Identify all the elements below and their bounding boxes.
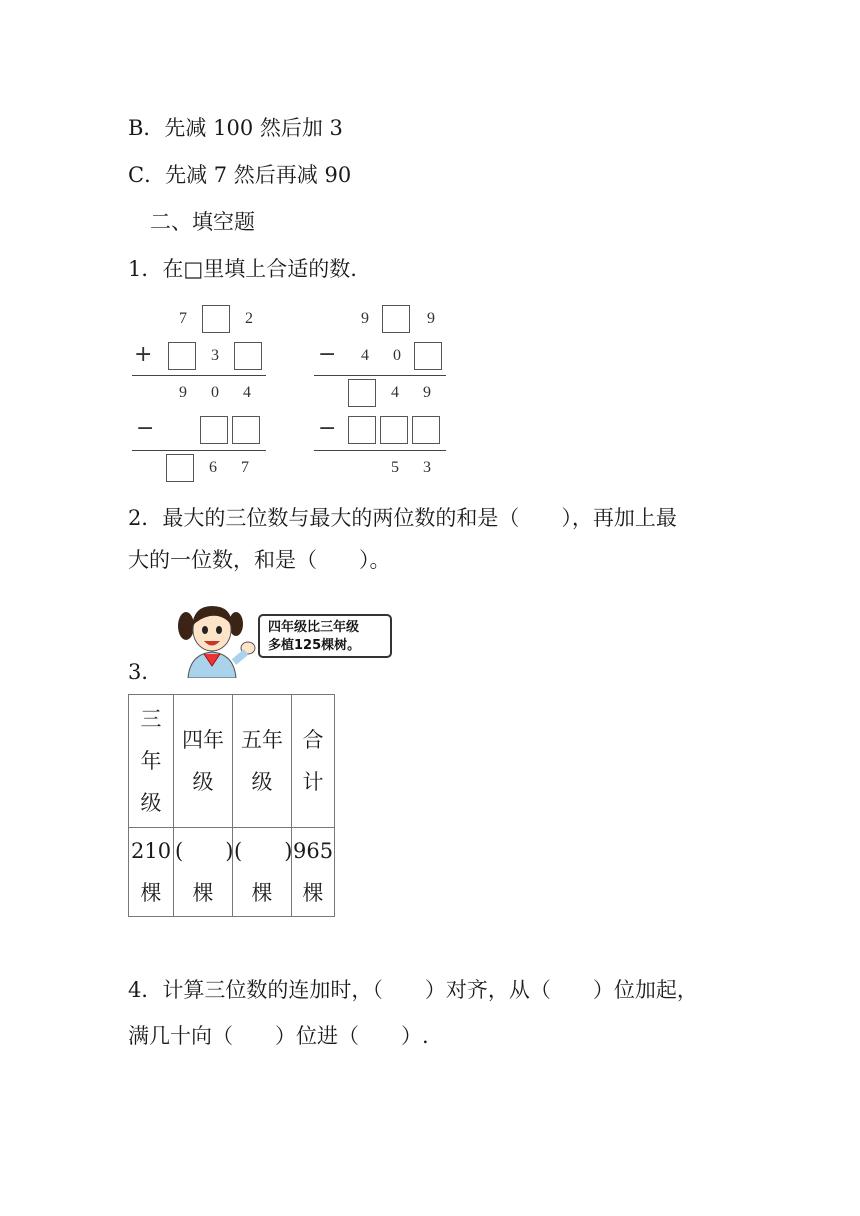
option-c: C．先减 7 然后再减 90 — [128, 163, 352, 187]
option-b: B．先减 100 然后加 3 — [128, 116, 343, 140]
answer-box[interactable] — [414, 342, 442, 370]
digit: 7 — [241, 459, 249, 476]
answer-box[interactable] — [166, 454, 194, 482]
table-cell: 210棵 — [129, 828, 174, 917]
answer-box[interactable] — [232, 416, 260, 444]
table-cell[interactable]: ( )棵 — [174, 828, 233, 917]
question-2-line-2: 大的一位数，和是（ ）。 — [128, 548, 391, 572]
answer-box[interactable] — [168, 342, 196, 370]
table-header-cell: 四年级 — [174, 695, 233, 828]
minus-sign: − — [136, 416, 155, 441]
digit: 0 — [393, 347, 401, 364]
digit: 9 — [361, 310, 369, 327]
minus-sign: − — [318, 342, 337, 367]
sum-rule — [132, 375, 266, 376]
digit: 4 — [243, 384, 251, 401]
table-cell: 965棵 — [292, 828, 335, 917]
answer-box[interactable] — [234, 342, 262, 370]
digit: 2 — [245, 310, 253, 327]
answer-box[interactable] — [382, 305, 410, 333]
question-2-line-1: 2．最大的三位数与最大的两位数的和是（ ），再加上最 — [128, 506, 677, 530]
difference-rule — [314, 375, 446, 376]
answer-box[interactable] — [202, 305, 230, 333]
digit: 0 — [211, 384, 219, 401]
digit: 9 — [427, 310, 435, 327]
tree-planting-table — [128, 694, 335, 917]
speech-line-2: 多植125棵树。 — [268, 638, 361, 653]
girl-speech-illustration — [174, 596, 396, 678]
table-header-cell: 三年级 — [129, 695, 174, 828]
speech-line-1: 四年级比三年级 — [268, 620, 360, 635]
digit: 4 — [361, 347, 369, 364]
minus-sign: − — [318, 416, 337, 441]
table-row — [129, 828, 335, 917]
difference-rule — [314, 450, 446, 451]
question-4-line-2: 满几十向（ ）位进（ ）. — [128, 1024, 429, 1048]
difference-rule — [132, 450, 266, 451]
digit: 4 — [391, 384, 399, 401]
table-header-row — [129, 695, 335, 828]
answer-box[interactable] — [348, 416, 376, 444]
question-1-text: 1．在□里填上合适的数. — [128, 257, 357, 281]
question-4-line-1: 4．计算三位数的连加时，（ ）对齐，从（ ）位加起， — [128, 978, 698, 1002]
digit: 9 — [179, 384, 187, 401]
answer-box[interactable] — [380, 416, 408, 444]
girl-icon — [174, 596, 264, 678]
answer-box[interactable] — [200, 416, 228, 444]
digit: 7 — [179, 310, 187, 327]
table-header-cell: 合计 — [292, 695, 335, 828]
section-title: 二、填空题 — [150, 210, 255, 234]
speech-bubble — [258, 614, 392, 658]
vertical-calc-right — [312, 302, 462, 482]
plus-sign: + — [134, 342, 153, 367]
answer-box[interactable] — [412, 416, 440, 444]
question-3-number: 3． — [128, 660, 163, 684]
table-header-cell: 五年级 — [233, 695, 292, 828]
vertical-calc-left — [128, 302, 278, 482]
digit: 5 — [391, 459, 399, 476]
answer-box[interactable] — [348, 379, 376, 407]
digit: 9 — [423, 384, 431, 401]
table-cell[interactable]: ( )棵 — [233, 828, 292, 917]
digit: 3 — [423, 459, 431, 476]
digit: 3 — [211, 347, 219, 364]
digit: 6 — [209, 459, 217, 476]
